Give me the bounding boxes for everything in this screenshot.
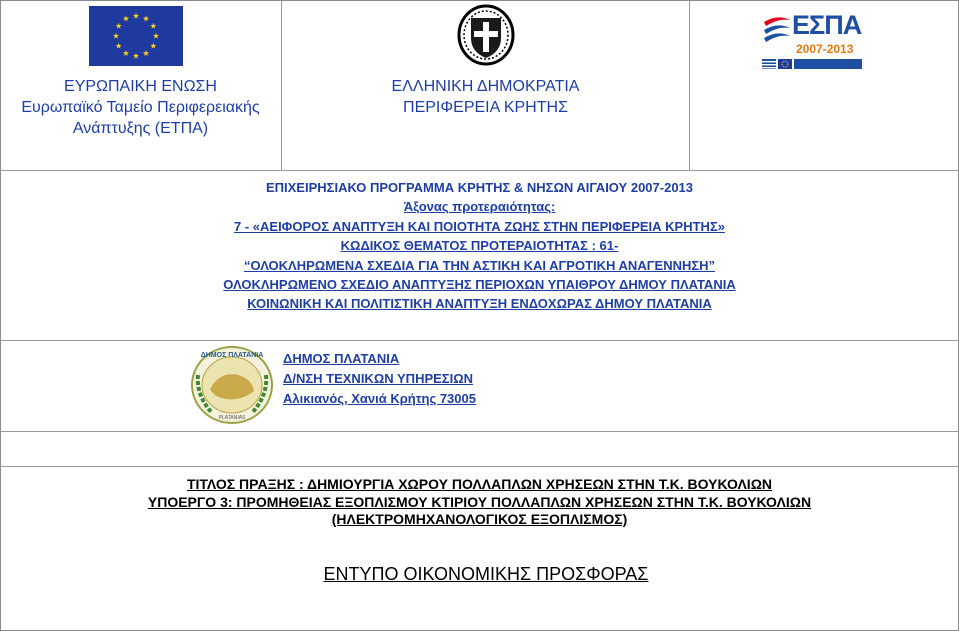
divider xyxy=(0,170,959,171)
form-title: ΕΝΤΥΠΟ ΟΙΚΟΝΟΜΙΚΗΣ ΠΡΟΣΦΟΡΑΣ xyxy=(323,564,649,584)
municipality-line: ΔΗΜΟΣ ΠΛΑΤΑΝΙΑ xyxy=(283,351,400,366)
programme-line: ΕΠΙΧΕΙΡΗΣΙΑΚΟ ΠΡΟΓΡΑΜΜΑ ΚΡΗΤΗΣ & ΝΗΣΩΝ ΑΙΓΑΙΟΥ 2007-2013 xyxy=(265,180,694,195)
subproject-title: ΥΠΟΕΡΓΟ 3: ΠΡΟΜΗΘΕΙΑΣ ΕΞΟΠΛΙΣΜΟΥ ΚΤΙΡΙΟΥ ΠΟΛΛΑΠΛΩΝ ΧΡΗΣΕΩΝ ΣΤΗΝ Τ.Κ. ΒΟΥΚΟΛΙΩΝ xyxy=(147,493,812,510)
municipality-line: Δ/ΝΣΗ ΤΕΧΝΙΚΩΝ ΥΠΗΡΕΣΙΩΝ xyxy=(283,371,474,386)
seal-bottom-text: PLATANIAS xyxy=(218,415,246,421)
header-hellenic xyxy=(282,0,689,170)
espa-years: 2007-2013 xyxy=(796,42,854,56)
header-eu xyxy=(0,0,281,170)
eu-flag-icon xyxy=(89,6,183,66)
programme-line: “ΟΛΟΚΛΗΡΩΜΕΝΑ ΣΧΕΔΙΑ ΓΙΑ ΤΗΝ ΑΣΤΙΚΗ ΚΑΙ ΑΓΡΟΤΙΚΗ ΑΝΑΓΕΝΝΗΣΗ” xyxy=(243,257,716,273)
action-title: ΤΙΤΛΟΣ ΠΡΑΞΗΣ : ΔΗΜΙΟΥΡΓΙΑ ΧΩΡΟΥ ΠΟΛΛΑΠΛΩΝ ΧΡΗΣΕΩΝ ΣΤΗΝ Τ.Κ. ΒΟΥΚΟΛΙΩΝ xyxy=(186,476,773,492)
eu-line-2: Ευρωπαϊκό Ταμείο Περιφερειακής xyxy=(21,99,260,116)
divider xyxy=(0,340,959,341)
programme-line: ΚΩΔΙΚΟΣ ΘΕΜΑΤΟΣ ΠΡΟΤΕΡΑΙΟΤΗΤΑΣ : 61- xyxy=(340,238,619,254)
hellenic-line-2: ΠΕΡΙΦΕΡΕΙΑ ΚΡΗΤΗΣ xyxy=(403,99,568,116)
espa-title: ΕΣΠΑ xyxy=(792,10,862,40)
programme-line: ΟΛΟΚΛΗΡΩΜΕΝΟ ΣΧΕΔΙΟ ΑΝΑΠΤΥΞΗΣ ΠΕΡΙΟΧΩΝ ΥΠΑΙΘΡΟΥ ΔΗΜΟΥ ΠΛΑΤΑΝΙΑ xyxy=(223,277,736,293)
programme-line: 7 - «ΑΕΙΦΟΡΟΣ ΑΝΑΠΤΥΞΗ ΚΑΙ ΠΟΙΟΤΗΤΑ ΖΩΗΣ ΣΤΗΝ ΠΕΡΙΦΕΡΕΙΑ ΚΡΗΤΗΣ» xyxy=(234,218,725,234)
header-espa xyxy=(690,0,959,170)
municipality-block xyxy=(283,349,476,409)
divider xyxy=(0,431,959,432)
programme-block xyxy=(0,178,959,314)
espa-swoosh-icon xyxy=(762,14,792,44)
programme-line: ΚΟΙΝΩΝΙΚΗ ΚΑΙ ΠΟΛΙΤΙΣΤΙΚΗ ΑΝΑΠΤΥΞΗ ΕΝΔΟΧΩΡΑΣ ΔΗΜΟΥ ΠΛΑΤΑΝΙΑ xyxy=(247,296,712,312)
subproject-subtitle: (ΗΛΕΚΤΡΟΜΗΧΑΝΟΛΟΓΙΚΟΣ ΕΞΟΠΛΙΣΜΟΣ) xyxy=(331,511,628,527)
espa-logo xyxy=(762,10,866,70)
hellenic-line-1: ΕΛΛΗΝΙΚΗ ΔΗΜΟΚΡΑΤΙΑ xyxy=(391,78,580,95)
seal-top-text: ΔΗΜΟΣ ΠΛΑΤΑΝΙΑ xyxy=(200,352,264,359)
divider xyxy=(0,466,959,467)
municipality-line: Αλικιανός, Χανιά Κρήτης 73005 xyxy=(283,391,476,406)
programme-line: Άξονας προτεραιότητας: xyxy=(403,199,556,215)
eu-line-1: ΕΥΡΩΠΑΙΚΗ ΕΝΩΣΗ xyxy=(64,78,217,95)
flags-strip-icon xyxy=(762,59,862,69)
greek-emblem-icon xyxy=(457,4,515,66)
municipality-seal xyxy=(190,345,274,425)
action-block xyxy=(0,476,959,529)
eu-line-3: Ανάπτυξης (ΕΤΠΑ) xyxy=(72,120,209,137)
